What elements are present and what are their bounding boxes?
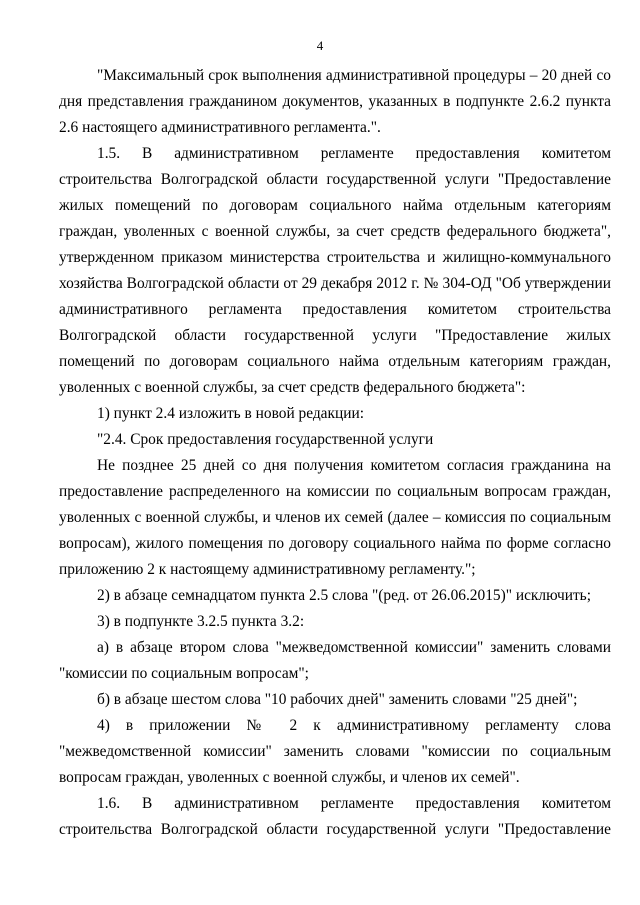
page-number: 4: [316, 38, 324, 53]
document-body: [59, 63, 611, 843]
paragraph-max-term: "Максимальный срок выполнения административной процедуры – 20 дней со дня представления гражданином документов, указанных в подпункте 2.6.2 пункта 2.6 настоящего административного регламента.".: [59, 67, 611, 136]
paragraph-item-1: 1) пункт 2.4 изложить в новой редакции:: [97, 405, 364, 422]
paragraph-1-6: 1.6. В административном регламенте предоставления комитетом строительства Волгоградской области государственной услуги "Предоставление: [59, 795, 611, 838]
paragraph-2-4-heading: "2.4. Срок предоставления государственной услуги: [97, 431, 434, 448]
paragraph-item-3: 3) в подпункте 3.2.5 пункта 3.2:: [97, 613, 305, 630]
paragraph-item-3a: а) в абзаце втором слова "межведомственной комиссии" заменить словами "комиссии по социальным вопросам";: [59, 639, 611, 682]
paragraph-item-3b: б) в абзаце шестом слова "10 рабочих дней" заменить словами "25 дней";: [97, 691, 578, 708]
paragraph-2-4-text: Не позднее 25 дней со дня получения комитетом согласия гражданина на предоставление распределенного на комиссии по социальным вопросам граждан, уволенных с военной службы, и членов их семей (далее – комиссия по социальным вопросам), жилого помещения по договору социального найма по форме согласно приложению 2 к настоящему административному регламенту.";: [59, 457, 611, 578]
paragraph-item-2: 2) в абзаце семнадцатом пункта 2.5 слова "(ред. от 26.06.2015)" исключить;: [97, 587, 591, 604]
paragraph-item-4: 4) в приложении № 2 к административному регламенту слова "межведомственной комиссии" заменить словами "комиссии по социальным вопросам граждан, уволенных с военной службы, и членов их семей".: [59, 717, 611, 786]
paragraph-1-5: 1.5. В административном регламенте предоставления комитетом строительства Волгоградской области государственной услуги "Предоставление жилых помещений по договорам социального найма отдельным категориям граждан, уволенных с военной службы, за счет средств федерального бюджета", утвержденном приказом министерства строительства и жилищно-коммунального хозяйства Волгоградской области от 29 декабря 2012 г. № 304-ОД "Об утверждении административного регламента предоставления комитетом строительства Волгоградской области государственной услуги "Предоставление жилых помещений по договорам социального найма отдельным категориям граждан, уволенных с военной службы, за счет средств федерального бюджета":: [59, 145, 611, 396]
